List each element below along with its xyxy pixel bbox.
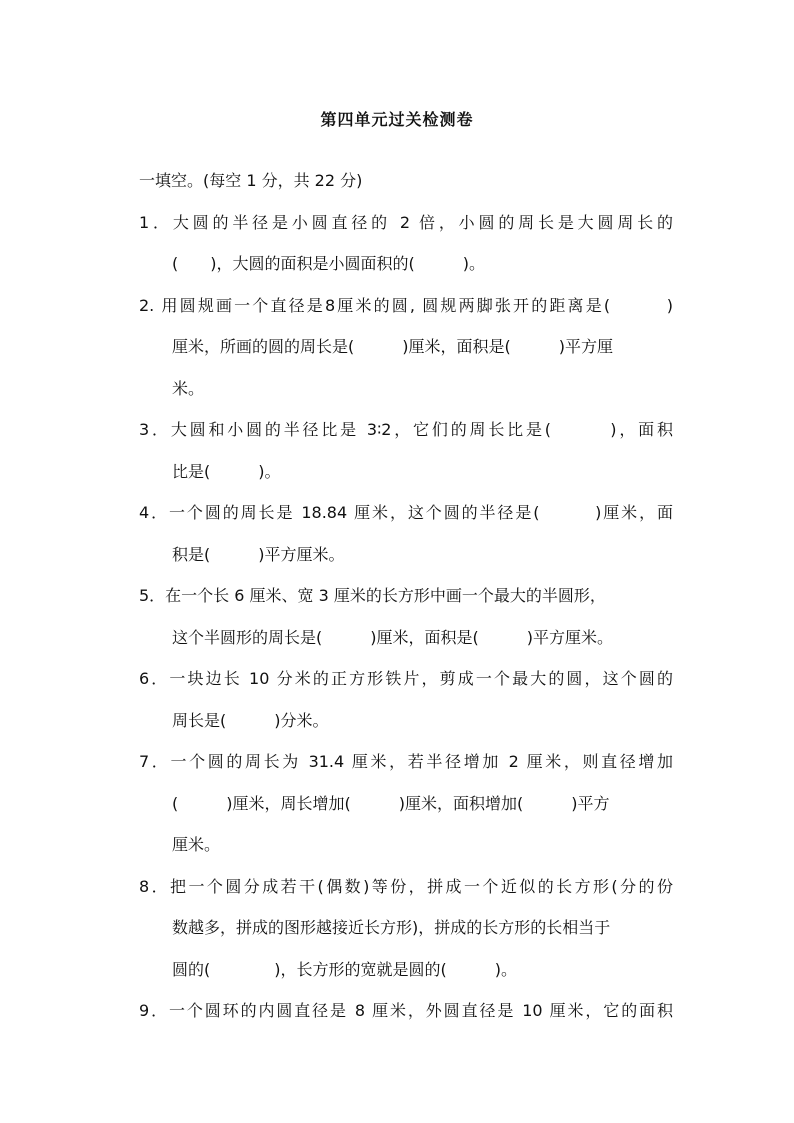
- question-3-line-2: 比是( )。: [172, 462, 281, 481]
- question-2-line-3: 米。: [172, 379, 205, 398]
- question-5-line-2: 这个半圆形的周长是( )厘米，面积是( )平方厘米。: [172, 628, 613, 647]
- question-8-line-2: 数越多，拼成的图形越接近长方形)，拼成的长方形的长相当于: [172, 918, 611, 937]
- question-3-line-1: 3．大圆和小圆的半径比是 3∶2，它们的周长比是( )，面积: [139, 420, 673, 439]
- question-7-line-3: 厘米。: [172, 835, 221, 854]
- question-7-line-1: 7．一个圆的周长为 31.4 厘米，若半径增加 2 厘米，则直径增加: [139, 752, 673, 771]
- question-4-line-2: 积是( )平方厘米。: [172, 545, 345, 564]
- question-4-line-1: 4．一个圆的周长是 18.84 厘米，这个圆的半径是( )厘米，面: [139, 503, 673, 522]
- question-9-line-1: 9．一个圆环的内圆直径是 8 厘米，外圆直径是 10 厘米，它的面积: [139, 1001, 673, 1020]
- question-8-line-3: 圆的( )，长方形的宽就是圆的( )。: [172, 960, 517, 979]
- question-5-line-1: 5．在一个长 6 厘米、宽 3 厘米的长方形中画一个最大的半圆形，: [139, 586, 606, 605]
- question-2-line-1: 2. 用圆规画一个直径是8厘米的圆, 圆规两脚张开的距离是( ): [139, 296, 673, 315]
- question-1-line-1: 1．大圆的半径是小圆直径的 2 倍，小圆的周长是大圆周长的: [139, 213, 673, 232]
- section-heading: 一填空。(每空 1 分，共 22 分): [139, 171, 363, 190]
- question-2-line-2: 厘米，所画的圆的周长是( )厘米，面积是( )平方厘: [172, 337, 613, 356]
- question-6-line-2: 周长是( )分米。: [172, 711, 329, 730]
- question-6-line-1: 6．一块边长 10 分米的正方形铁片，剪成一个最大的圆，这个圆的: [139, 669, 673, 688]
- question-1-line-2: ( )，大圆的面积是小圆面积的( )。: [172, 254, 485, 273]
- page-title: 第四单元过关检测卷: [320, 110, 474, 129]
- question-8-line-1: 8．把一个圆分成若干(偶数)等份，拼成一个近似的长方形(分的份: [139, 877, 673, 896]
- question-7-line-2: ( )厘米，周长增加( )厘米，面积增加( )平方: [172, 794, 610, 813]
